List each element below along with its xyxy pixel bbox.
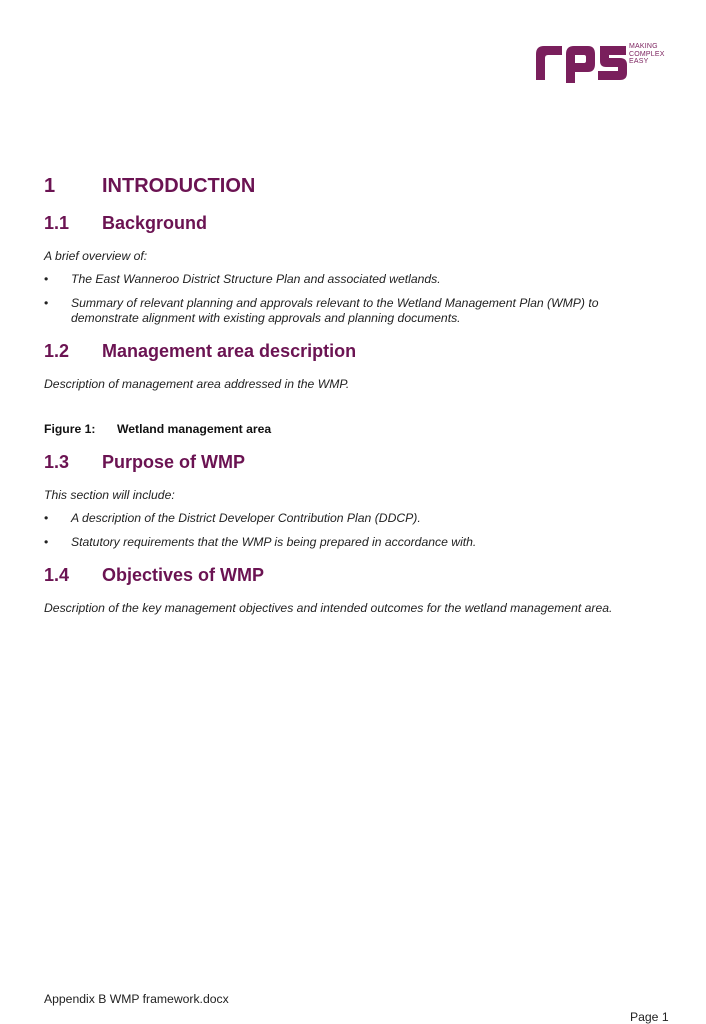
subsection-heading-background: 1.1 Background bbox=[44, 213, 208, 233]
subsection-heading-objectives: 1.4 Objectives of WMP bbox=[44, 565, 265, 585]
logo-tagline: MAKING COMPLEX EASY bbox=[629, 43, 665, 65]
subsection-heading-purpose: 1.3 Purpose of WMP bbox=[44, 452, 245, 472]
management-area-text: Description of management area addressed in the WMP. bbox=[44, 377, 350, 391]
background-intro: A brief overview of: bbox=[44, 249, 148, 263]
section-heading-introduction: 1 INTRODUCTION bbox=[44, 175, 256, 197]
list-item: • The East Wanneroo District Structure Plan and associated wetlands. bbox=[44, 272, 441, 286]
footer-filename: Appendix B WMP framework.docx bbox=[44, 992, 229, 1006]
page-number: Page 1 bbox=[630, 1010, 669, 1024]
subsection-heading-management-area: 1.2 Management area description bbox=[44, 341, 357, 361]
list-item: • Statutory requirements that the WMP is being prepared in accordance with. bbox=[44, 535, 477, 549]
list-item: • Summary of relevant planning and approvals relevant to the Wetland Management Plan (WMP) to demonstrate alignment with existing approvals and planning documents. bbox=[44, 296, 599, 325]
objectives-text: Description of the key management objectives and intended outcomes for the wetland management area. bbox=[44, 601, 613, 615]
figure-caption: Figure 1: Wetland management area bbox=[44, 422, 272, 436]
purpose-intro: This section will include: bbox=[44, 488, 175, 502]
list-item: • A description of the District Developer Contribution Plan (DDCP). bbox=[44, 511, 421, 525]
